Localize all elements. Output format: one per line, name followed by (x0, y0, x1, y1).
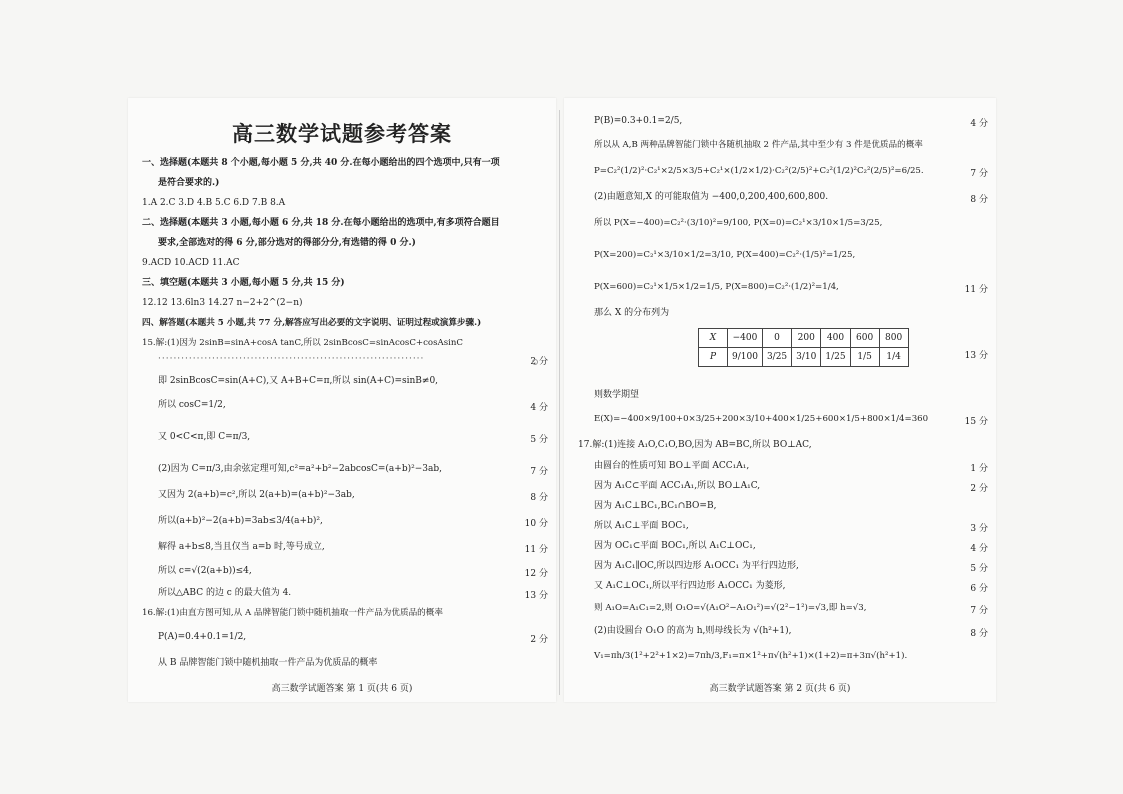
score-mark: 7 分 (970, 606, 988, 616)
score-mark: 10 分 (524, 519, 548, 529)
solution-line: 所以 P(X=−400)=C₂²·(3/10)²=9/100, P(X=0)=C₂¹×3/10×1/5=3/25, (594, 218, 883, 228)
score-mark: 5 分 (970, 564, 988, 574)
score-mark: 4 分 (970, 544, 988, 554)
leader-dots: ····································································· (158, 354, 425, 364)
table-cell: −400 (728, 329, 763, 348)
solution-line: 所以从 A,B 两种品牌智能门锁中各随机抽取 2 件产品,其中至少有 3 件是优质品的概率 (594, 140, 923, 150)
solution-line: 那么 X 的分布列为 (594, 308, 670, 318)
section-heading: 二、选择题(本题共 3 小题,每小题 6 分,共 18 分.在每小题给出的选项中,有多项符合题目 (142, 218, 500, 228)
table-cell: 600 (850, 329, 879, 348)
solution-line: E(X)=−400×9/100+0×3/25+200×3/10+400×1/25+600×1/5+800×1/4=360 (594, 414, 929, 424)
solution-line: P(X=600)=C₂¹×1/5×1/2=1/5, P(X=800)=C₂²·(1/2)²=1/4, (594, 282, 839, 292)
solution-line: (2)由题意知,X 的可能取值为 −400,0,200,400,600,800. (594, 192, 829, 202)
solution-line: 因为 OC₁⊂平面 BOC₁,所以 A₁C⊥OC₁, (594, 541, 756, 551)
page-footer: 高三数学试题答案 第 1 页(共 6 页) (271, 684, 413, 694)
answer-row: 9.ACD 10.ACD 11.AC (142, 258, 240, 268)
solution-line: 所以 cosC=1/2, (158, 400, 226, 410)
solution-line: V₁=πh/3(1²+2²+1×2)=7πh/3,F₁=π×1²+π√(h²+1)×(1+2)=π+3π√(h²+1). (594, 651, 908, 661)
solution-line: P(X=200)=C₂¹×3/10×1/2=3/10, P(X=400)=C₂²·(1/5)²=1/25, (594, 250, 856, 260)
solution-line: 所以 c=√(2(a+b))≤4, (158, 566, 252, 576)
solution-line: 15.解:(1)因为 2sinB=sinA+cosA tanC,所以 2sinBcosC=sinAcosC+cosAsinC (142, 338, 463, 348)
distribution-table (698, 328, 909, 367)
score-mark: 7 分 (970, 169, 988, 179)
score-mark: 13 分 (964, 351, 988, 361)
solution-line: 16.解:(1)由直方图可知,从 A 品牌智能门锁中随机抽取一件产品为优质品的概率 (142, 608, 443, 618)
section-heading: 四、解答题(本题共 5 小题,共 77 分,解答应写出必要的文字说明、证明过程或演算步骤.) (142, 318, 482, 328)
solution-line: 则 A₁O=A₁C₁=2,则 O₁O=√(A₁O²−A₁O₁²)=√(2²−1²)=√3,即 h=√3, (594, 603, 867, 613)
table-row (699, 329, 909, 348)
table-cell: P (699, 348, 728, 367)
score-mark: 1 分 (970, 464, 988, 474)
score-mark: 11 分 (964, 285, 988, 295)
table-cell: 1/25 (821, 348, 850, 367)
score-mark: 6 分 (970, 584, 988, 594)
table-row (699, 348, 909, 367)
score-mark: 8 分 (970, 629, 988, 639)
solution-line: 17.解:(1)连接 A₁O,C₁O,BO,因为 AB=BC,所以 BO⊥AC, (578, 440, 812, 450)
section-heading: 一、选择题(本题共 8 个小题,每小题 5 分,共 40 分.在每小题给出的四个选项中,只有一项 (142, 158, 500, 168)
solution-line: 从 B 品牌智能门锁中随机抽取一件产品为优质品的概率 (158, 658, 378, 668)
score-mark: 13 分 (524, 591, 548, 601)
solution-line: P(B)=0.3+0.1=2/5, (594, 116, 683, 126)
solution-line: P=C₂²(1/2)²·C₂¹×2/5×3/5+C₂¹×(1/2×1/2)·C₂²(2/5)²+C₂²(1/2)²C₂²(2/5)²=6/25. (594, 166, 924, 176)
solution-line: 因为 A₁C₁∥OC,所以四边形 A₁OCC₁ 为平行四边形, (594, 561, 799, 571)
score-mark: 11 分 (524, 545, 548, 555)
answer-row: 12.12 13.6ln3 14.27 n−2+2^(2−n) (142, 298, 303, 308)
solution-line: 所以 A₁C⊥平面 BOC₁, (594, 521, 689, 531)
solution-line: 即 2sinBcosC=sin(A+C),又 A+B+C=π,所以 sin(A+C)=sinB≠0, (158, 376, 439, 386)
answer-page-1 (128, 98, 556, 702)
table-cell: 1/4 (879, 348, 908, 367)
score-mark: 8 分 (970, 195, 988, 205)
solution-line: 又 A₁C⊥OC₁,所以平行四边形 A₁OCC₁ 为菱形, (594, 581, 786, 591)
score-mark: 4 分 (530, 403, 548, 413)
section-heading: 三、填空题(本题共 3 小题,每小题 5 分,共 15 分) (142, 278, 345, 288)
score-mark: 4 分 (970, 119, 988, 129)
answer-row: 1.A 2.C 3.D 4.B 5.C 6.D 7.B 8.A (142, 198, 286, 208)
solution-line: 又因为 2(a+b)=c²,所以 2(a+b)=(a+b)²−3ab, (158, 490, 355, 500)
table-cell: 0 (762, 329, 791, 348)
solution-line: (2)因为 C=π/3,由余弦定理可知,c²=a²+b²−2abcosC=(a+b)²−3ab, (158, 464, 442, 474)
table-cell: 1/5 (850, 348, 879, 367)
solution-line: 由圆台的性质可知 BO⊥平面 ACC₁A₁, (594, 461, 750, 471)
solution-line: 所以(a+b)²−2(a+b)=3ab≤3/4(a+b)², (158, 516, 323, 526)
solution-line: P(A)=0.4+0.1=1/2, (158, 632, 247, 642)
table-cell: 800 (879, 329, 908, 348)
score-mark: 8 分 (530, 493, 548, 503)
solution-line: 所以△ABC 的边 c 的最大值为 4. (158, 588, 292, 598)
score-mark: 7 分 (530, 467, 548, 477)
table-cell: 3/10 (792, 348, 821, 367)
binding-hole-mark (532, 359, 538, 365)
solution-line: 因为 A₁C⊂平面 ACC₁A₁,所以 BO⊥A₁C, (594, 481, 761, 491)
page-divider (559, 110, 560, 695)
table-cell: 200 (792, 329, 821, 348)
score-mark: 3 分 (970, 524, 988, 534)
table-cell: 400 (821, 329, 850, 348)
score-mark: 12 分 (524, 569, 548, 579)
solution-line: (2)由设圆台 O₁O 的高为 h,则母线长为 √(h²+1), (594, 626, 792, 636)
score-mark: 2 分 (970, 484, 988, 494)
score-mark: 2 分 (530, 635, 548, 645)
solution-line: 解得 a+b≤8,当且仅当 a=b 时,等号成立, (158, 542, 325, 552)
answer-page-2 (564, 98, 996, 702)
score-mark: 2 分 (530, 357, 548, 367)
page-title: 高三数学试题参考答案 (232, 121, 452, 146)
table-cell: 3/25 (762, 348, 791, 367)
solution-line: 因为 A₁C⊥BC₁,BC₁∩BO=B, (594, 501, 717, 511)
page-footer: 高三数学试题答案 第 2 页(共 6 页) (709, 684, 851, 694)
table-cell: X (699, 329, 728, 348)
section-note: 要求,全部选对的得 6 分,部分选对的得部分分,有选错的得 0 分.) (158, 238, 416, 248)
score-mark: 5 分 (530, 435, 548, 445)
table-cell: 9/100 (728, 348, 763, 367)
solution-line: 则数学期望 (594, 390, 640, 400)
solution-line: 又 0<C<π,即 C=π/3, (158, 432, 251, 442)
score-mark: 15 分 (964, 417, 988, 427)
section-note: 是符合要求的.) (158, 178, 220, 188)
